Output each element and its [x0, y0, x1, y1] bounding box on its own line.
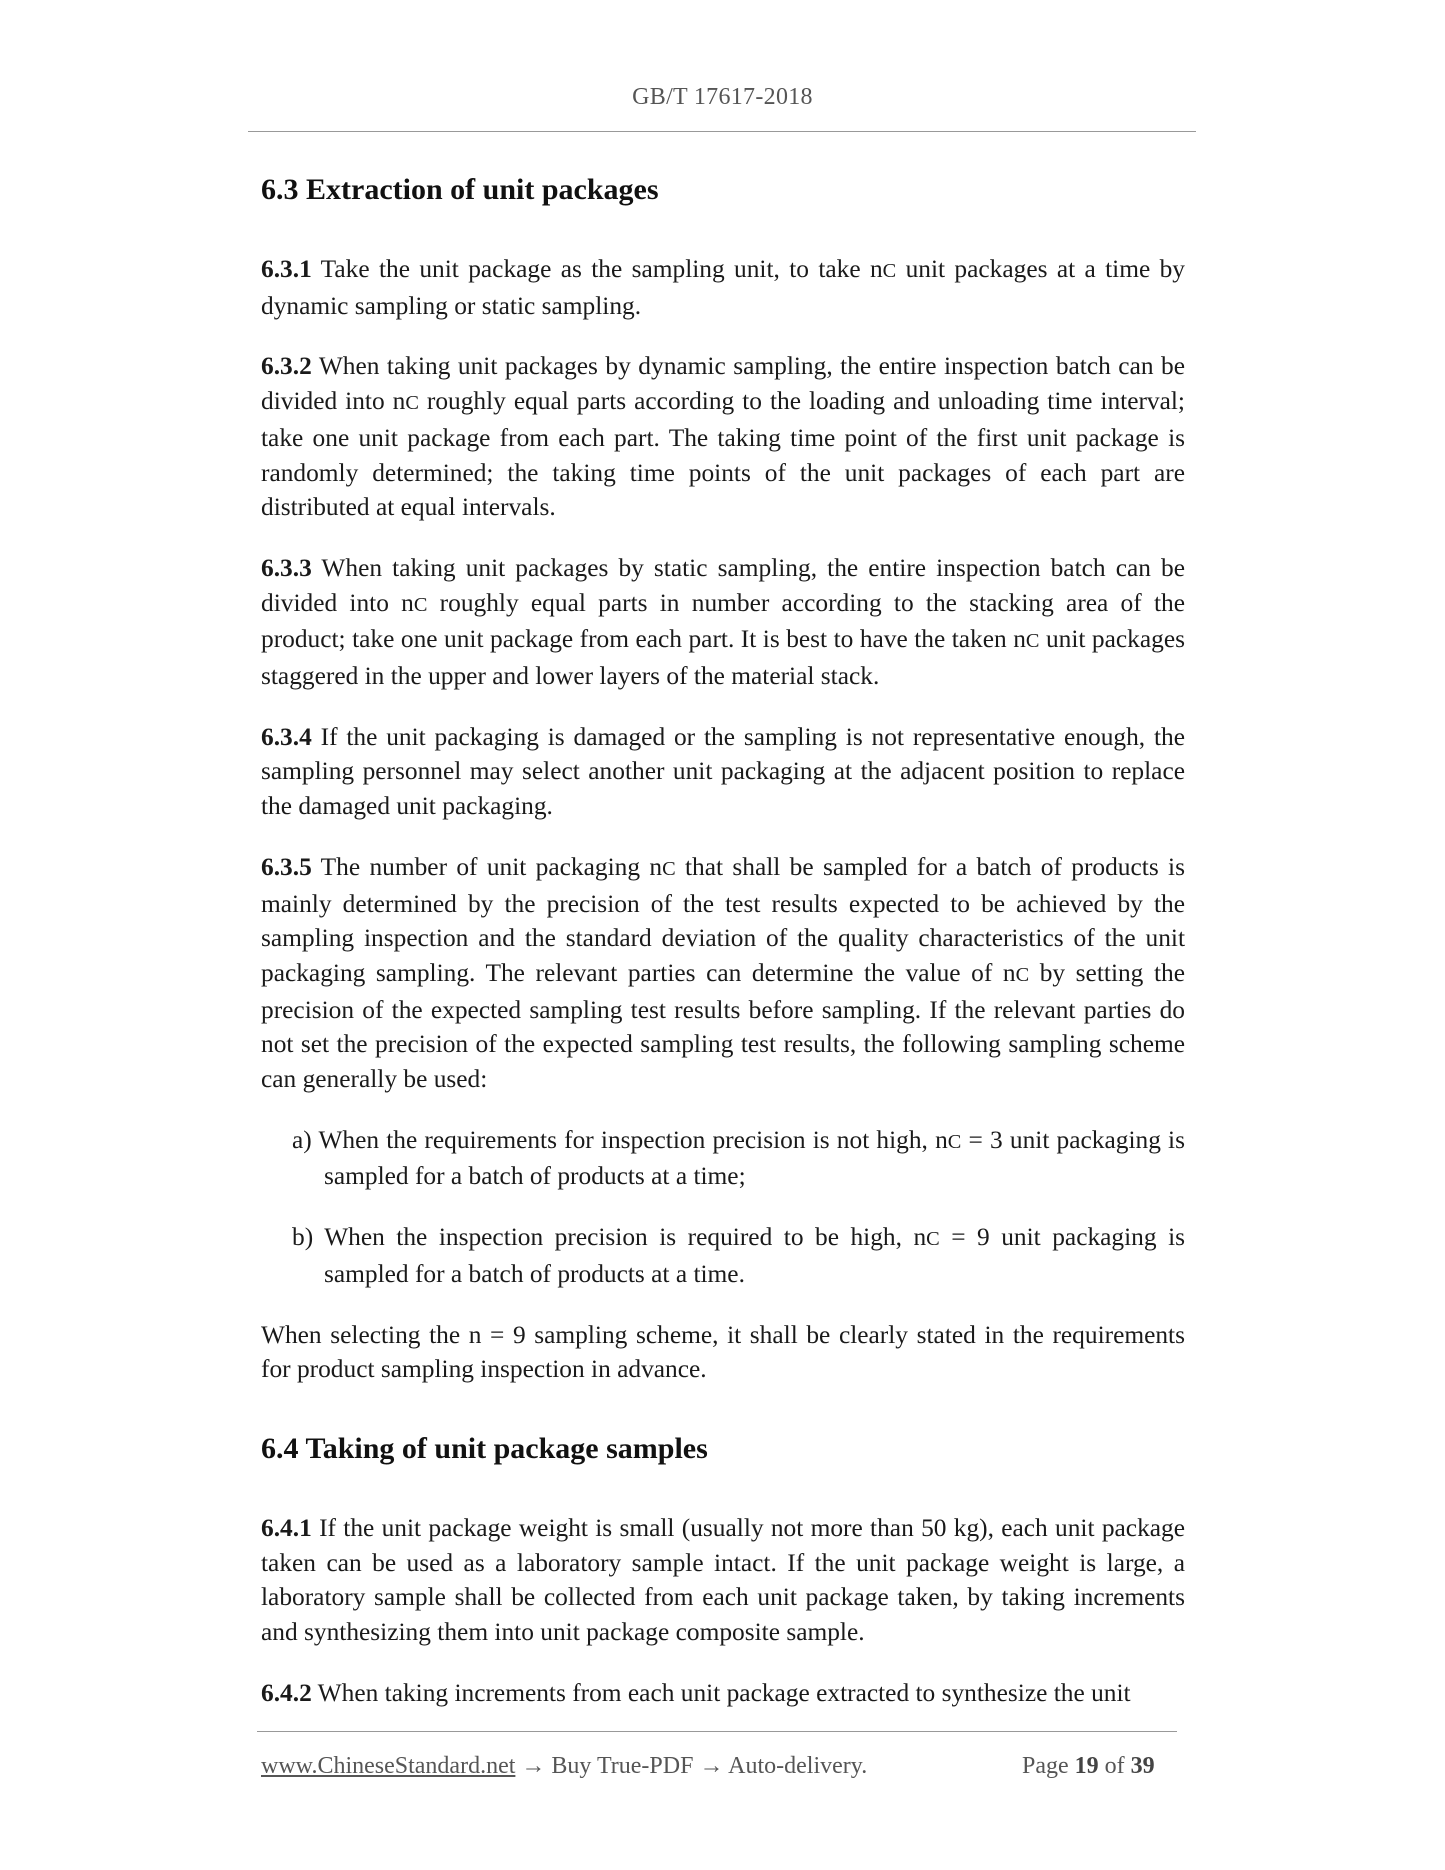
paragraph-6-3-4: 6.3.4 If the unit packaging is damaged or the sampling is not representative enough, the sampling personnel may select another unit packaging at the adjacent position to replace the damaged unit packaging.: [261, 722, 1185, 821]
list-item-b: b) When the inspection precision is required to be high, nC = 9 unit packaging is sampled for a batch of products at a time.: [292, 1223, 1186, 1288]
page-header: GB/T 17617-2018: [632, 84, 813, 110]
clause-number: 6.4.2: [261, 1678, 312, 1707]
auto-delivery-text: Auto-delivery.: [728, 1753, 868, 1779]
page-content: [261, 172, 1185, 1737]
paragraph-6-4-1: 6.4.1 If the unit package weight is small (usually not more than 50 kg), each unit package taken can be used as a laboratory sample intact. If the unit package weight is large, a laboratory sample shall be collected from each unit package taken, by taking increments and synthesizing them into unit package composite sample.: [261, 1513, 1185, 1647]
header-divider: [248, 131, 1196, 132]
page-number: Page 19 of 39: [1022, 1753, 1155, 1779]
website-link[interactable]: www.ChineseStandard.net: [261, 1753, 516, 1779]
clause-number: 6.3.3: [261, 553, 312, 582]
list-item-a: a) When the requirements for inspection precision is not high, nC = 3 unit packaging is sampled for a batch of products at a time;: [292, 1125, 1185, 1191]
section-heading-6-3: 6.3 Extraction of unit packages: [261, 173, 659, 206]
paragraph-6-3-2: 6.3.2 When taking unit packages by dynamic sampling, the entire inspection batch can be divided into nC roughly equal parts according to the loading and unloading time interval; take one unit package from each part. The taking time point of the first unit package is randomly determined; the taking time points of the unit packages of each part are distributed at equal intervals.: [261, 352, 1185, 522]
buy-pdf-text: Buy True-PDF: [551, 1753, 694, 1779]
paragraph-6-3-1: 6.3.1 Take the unit package as the sampling unit, to take nC unit packages at a time by dynamic sampling or static sampling.: [261, 255, 1185, 320]
clause-number: 6.4.1: [261, 1513, 312, 1542]
clause-number: 6.3.5: [261, 852, 312, 881]
arrow-right-icon: →: [699, 1753, 724, 1779]
section-heading-6-4: 6.4 Taking of unit package samples: [261, 1431, 708, 1465]
paragraph-6-3-3: 6.3.3 When taking unit packages by static sampling, the entire inspection batch can be divided into nC roughly equal parts in number according to the stacking area of the product; take one unit package from each part. It is best to have the taken nC unit packages staggered in the upper and lower layers of the material stack.: [261, 553, 1185, 691]
paragraph-sampling-scheme-note: When selecting the n = 9 sampling scheme, it shall be clearly stated in the requirements for product sampling inspection in advance.: [261, 1320, 1185, 1384]
clause-number: 6.3.1: [261, 255, 312, 283]
current-page: 19: [1074, 1753, 1099, 1779]
footer-divider: [257, 1731, 1177, 1732]
clause-number: 6.3.2: [261, 352, 312, 381]
total-pages: 39: [1130, 1753, 1155, 1779]
footer-promo: [261, 1753, 867, 1780]
paragraph-6-3-5: 6.3.5 The number of unit packaging nC that shall be sampled for a batch of products is mainly determined by the precision of the test results expected to be achieved by the sampling inspection and the standard deviation of the quality characteristics of the unit packaging sampling. The relevant parties can determine the value of nC by setting the precision of the expected sampling test results before sampling. If the relevant parties do not set the precision of the expected sampling test results, the following sampling scheme can generally be used:: [261, 852, 1185, 1094]
arrow-right-icon: →: [521, 1753, 546, 1779]
paragraph-6-4-2: 6.4.2 When taking increments from each unit package extracted to synthesize the unit: [261, 1678, 1131, 1707]
clause-number: 6.3.4: [261, 722, 312, 751]
